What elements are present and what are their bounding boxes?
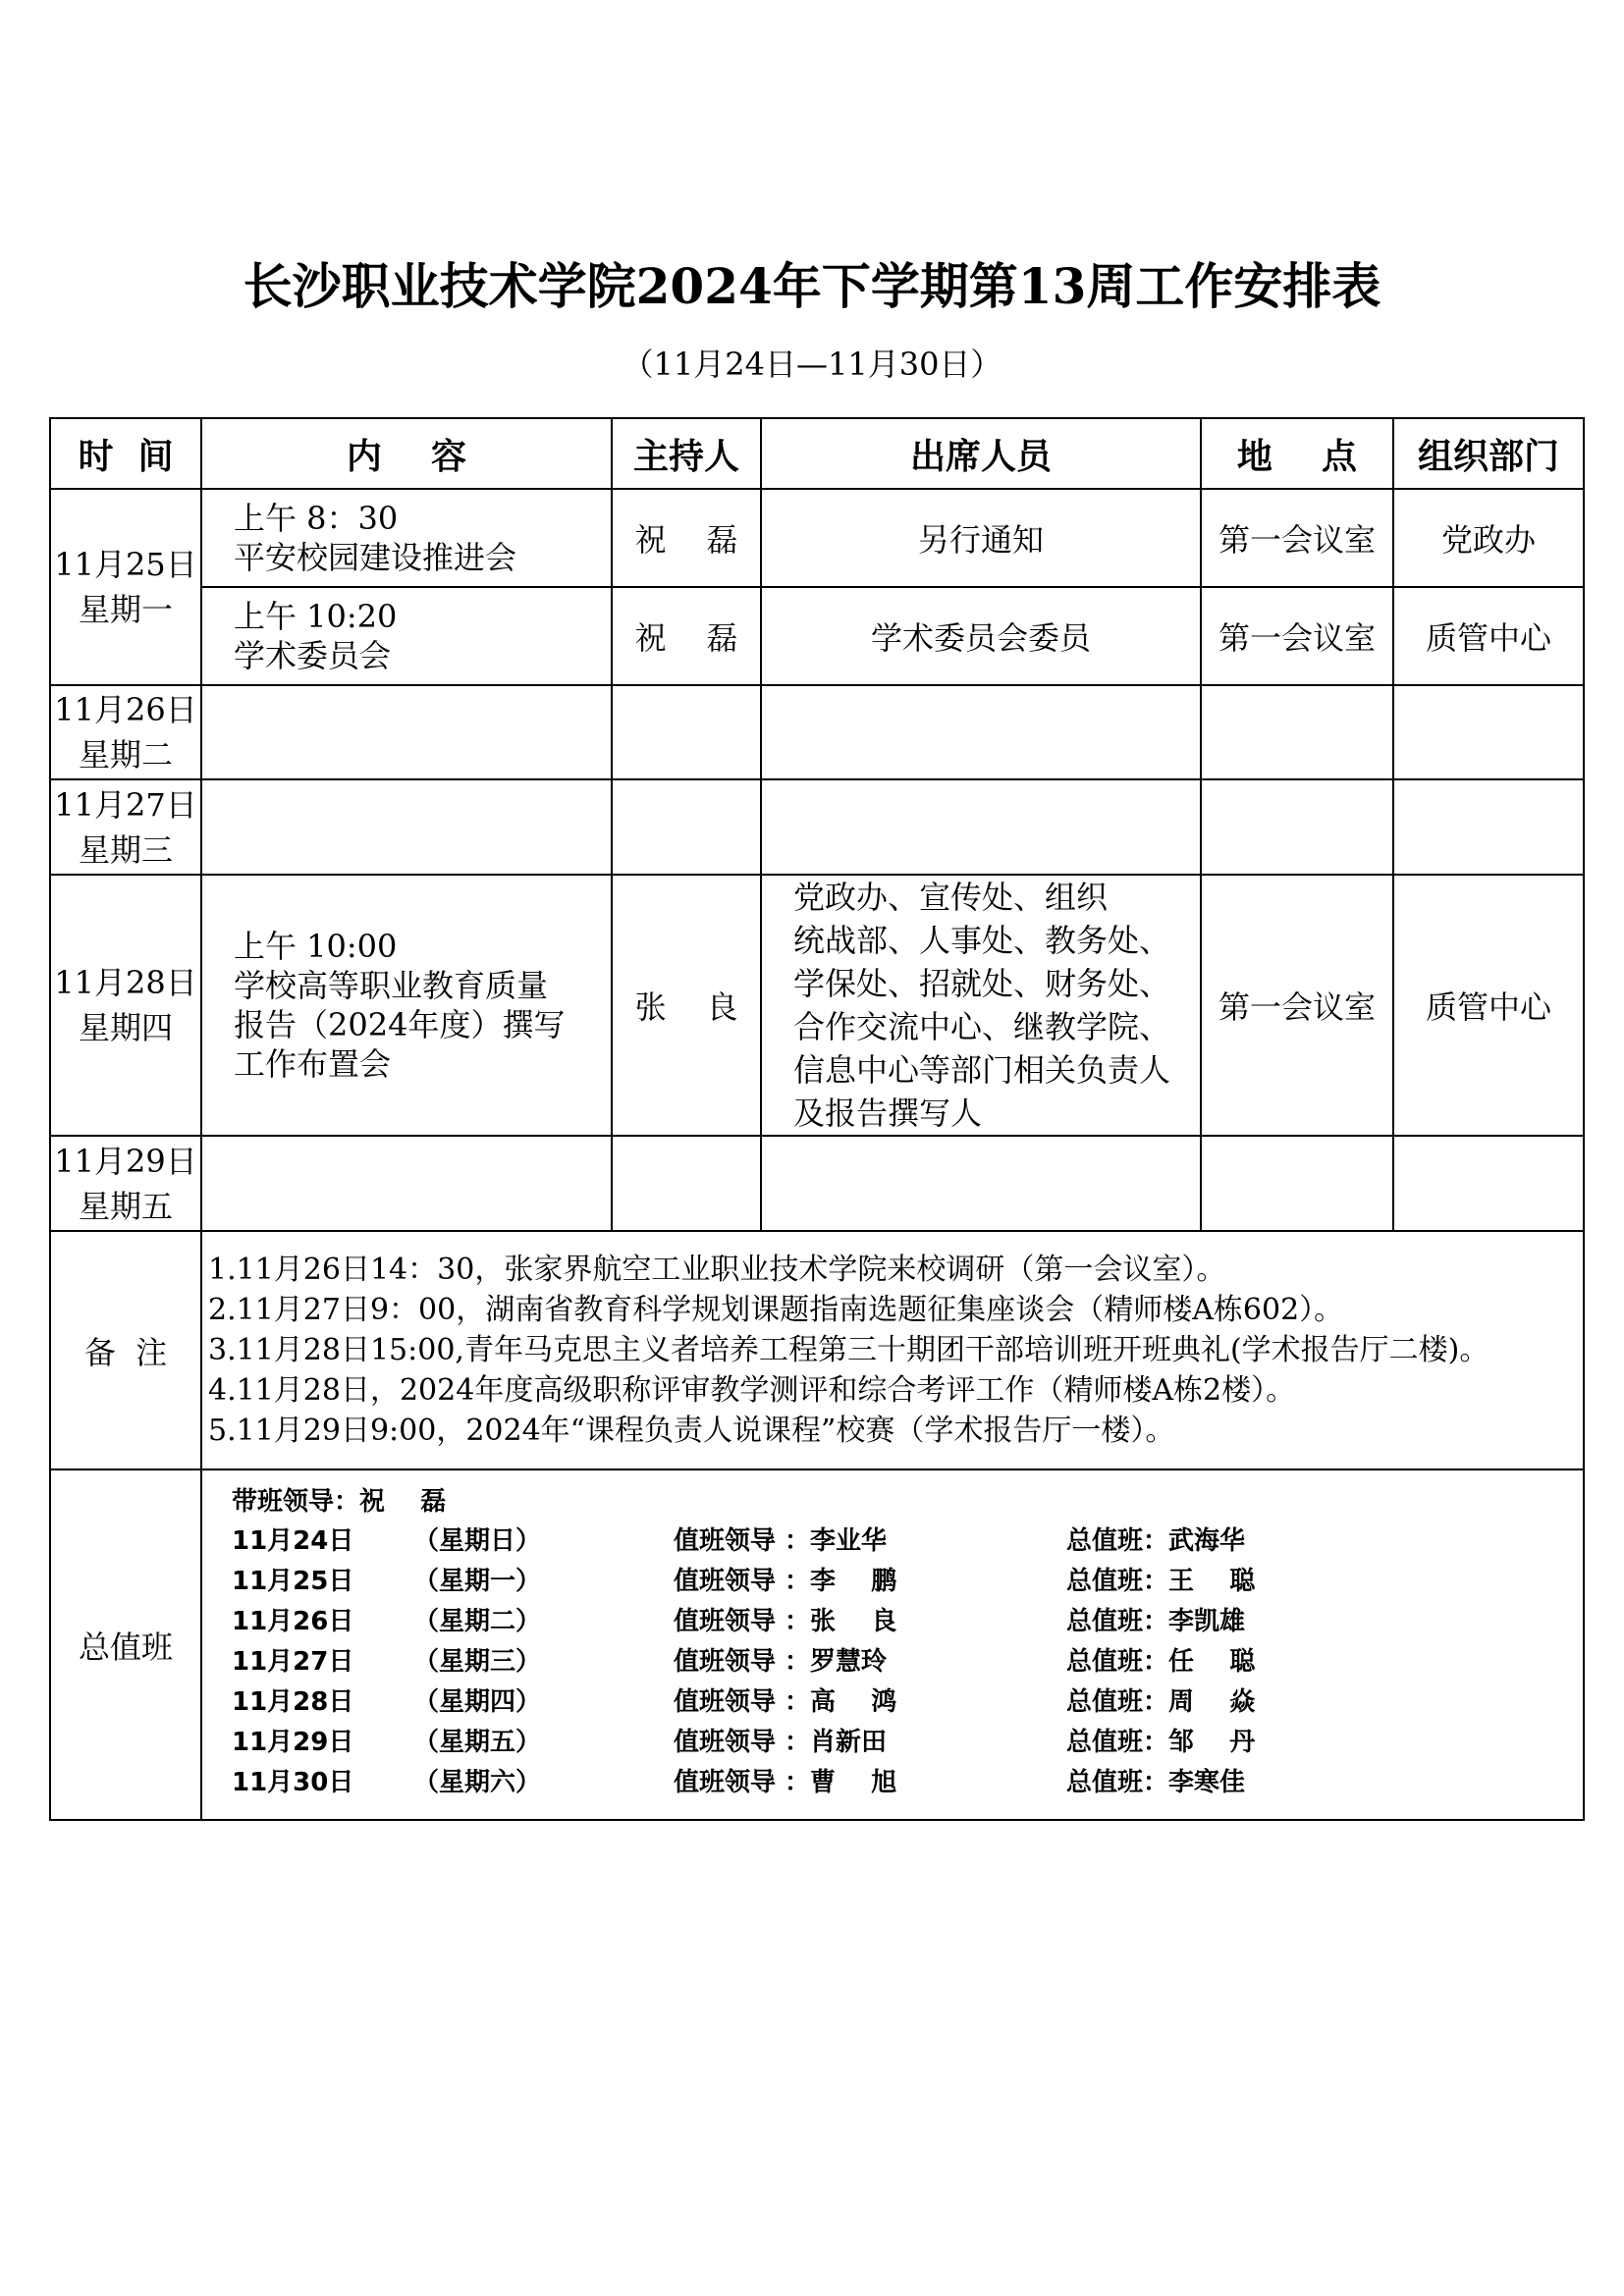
event-attendees <box>761 875 1201 1136</box>
empty-cell <box>1201 1136 1393 1231</box>
date-range-subtitle: （11月24日—11月30日） <box>622 346 1002 383</box>
duty-chief: 总值班：李寒佳 <box>1066 1768 1246 1797</box>
duty-leader: 值班领导 ：张 良 <box>674 1607 897 1636</box>
empty-cell <box>201 779 612 875</box>
duty-roster <box>201 1469 1584 1820</box>
duty-date: 11月30日 <box>232 1768 354 1797</box>
note-item: 2.11月27日9：00，湖南省教育科学规划课题指南选题征集座谈会（精师楼A栋602）。 <box>208 1293 1344 1327</box>
note-item: 5.11月29日9:00，2024年“课程负责人说课程”校赛（学术报告厅一楼）。 <box>208 1414 1175 1448</box>
event-time: 上午 10:00 <box>234 928 398 965</box>
empty-cell <box>1201 779 1393 875</box>
day-weekday: 星期三 <box>78 830 173 869</box>
event-name-line: 学校高等职业教育质量 <box>234 967 549 1004</box>
empty-cell <box>761 685 1201 779</box>
duty-roster-row <box>232 1763 1583 1803</box>
event-name-line: 报告（2024年度）撰写 <box>234 1006 566 1043</box>
header-time: 时 间 <box>50 418 201 489</box>
event-time: 上午 8：30 <box>234 500 399 537</box>
duty-label: 总值班 <box>50 1469 201 1820</box>
day-cell <box>50 685 201 779</box>
event-department: 质管中心 <box>1393 587 1584 685</box>
duty-chief: 总值班：任 聪 <box>1066 1647 1256 1677</box>
duty-weekday: （星期四） <box>413 1687 542 1717</box>
day-date: 11月28日 <box>54 964 197 1001</box>
note-item: 4.11月28日，2024年度高级职称评审教学测评和综合考评工作（精师楼A栋2楼）。 <box>208 1373 1296 1408</box>
event-time: 上午 10:20 <box>234 598 398 635</box>
duty-chief: 总值班：武海华 <box>1066 1526 1246 1556</box>
duty-weekday: （星期五） <box>413 1728 542 1757</box>
event-location: 第一会议室 <box>1201 587 1393 685</box>
attendee-line: 学保处、招就处、财务处、 <box>793 965 1171 1002</box>
event-location: 第一会议室 <box>1201 489 1393 587</box>
event-name: 学术委员会 <box>234 637 392 674</box>
duty-leader: 值班领导 ：李业华 <box>674 1526 888 1556</box>
duty-leader: 值班领导 ：罗慧玲 <box>674 1647 888 1677</box>
duty-weekday: （星期日） <box>413 1526 542 1556</box>
duty-lead: 带班领导：祝 磊 <box>232 1487 447 1517</box>
event-name: 平安校园建设推进会 <box>234 539 517 576</box>
duty-row <box>50 1469 1584 1820</box>
duty-date: 11月24日 <box>232 1526 354 1556</box>
duty-date: 11月27日 <box>232 1647 354 1677</box>
notes-list <box>201 1231 1584 1469</box>
empty-cell <box>201 1136 612 1231</box>
attendee-line: 信息中心等部门相关负责人 <box>793 1051 1171 1089</box>
day-cell <box>50 1136 201 1231</box>
day-cell <box>50 875 201 1136</box>
duty-weekday: （星期三） <box>413 1647 542 1677</box>
attendee-line: 统战部、人事处、教务处、 <box>793 922 1171 959</box>
day-weekday: 星期一 <box>78 591 173 628</box>
day-cell <box>50 489 201 685</box>
event-department: 党政办 <box>1393 489 1584 587</box>
duty-leader: 值班领导 ：高 鸿 <box>674 1687 897 1717</box>
event-content <box>201 875 612 1136</box>
table-row <box>50 875 1584 1136</box>
day-date: 11月26日 <box>54 691 197 728</box>
day-weekday: 星期二 <box>78 736 173 774</box>
empty-cell <box>612 685 761 779</box>
header-department: 组织部门 <box>1393 418 1584 489</box>
event-attendees: 另行通知 <box>761 489 1201 587</box>
day-cell <box>50 779 201 875</box>
empty-cell <box>612 1136 761 1231</box>
event-department: 质管中心 <box>1393 875 1584 1136</box>
empty-cell <box>1393 779 1584 875</box>
header-attendees: 出席人员 <box>761 418 1201 489</box>
empty-cell <box>761 779 1201 875</box>
duty-date: 11月29日 <box>232 1728 354 1757</box>
duty-chief: 总值班：王 聪 <box>1066 1567 1256 1596</box>
notes-label: 备 注 <box>50 1231 201 1469</box>
header-location: 地 点 <box>1201 418 1393 489</box>
empty-cell <box>761 1136 1201 1231</box>
empty-cell <box>1201 685 1393 779</box>
duty-weekday: （星期一） <box>413 1567 542 1596</box>
note-item: 1.11月26日14：30，张家界航空工业职业技术学院来校调研（第一会议室）。 <box>208 1253 1226 1287</box>
day-date: 11月29日 <box>54 1142 197 1180</box>
duty-roster-row <box>232 1682 1583 1723</box>
duty-chief: 总值班：周 焱 <box>1066 1687 1256 1717</box>
duty-chief: 总值班：邹 丹 <box>1066 1728 1256 1757</box>
day-weekday: 星期五 <box>78 1187 173 1225</box>
schedule-table <box>49 417 1585 1821</box>
duty-roster-row <box>232 1602 1583 1642</box>
duty-date: 11月25日 <box>232 1567 354 1596</box>
table-row <box>50 685 1584 779</box>
event-host: 祝 磊 <box>612 489 761 587</box>
duty-chief: 总值班：李凯雄 <box>1066 1607 1246 1636</box>
day-date: 11月25日 <box>54 546 197 583</box>
table-row <box>50 779 1584 875</box>
duty-leader: 值班领导 ：曹 旭 <box>674 1768 897 1797</box>
duty-leader: 值班领导 ：肖新田 <box>674 1728 888 1757</box>
notes-row <box>50 1231 1584 1469</box>
duty-roster-row <box>232 1642 1583 1682</box>
header-content: 内 容 <box>201 418 612 489</box>
duty-roster-row <box>232 1562 1583 1602</box>
event-content <box>201 489 612 587</box>
event-content <box>201 587 612 685</box>
day-date: 11月27日 <box>54 785 197 824</box>
day-weekday: 星期四 <box>78 1009 173 1046</box>
event-attendees: 学术委员会委员 <box>761 587 1201 685</box>
empty-cell <box>1393 1136 1584 1231</box>
duty-weekday: （星期六） <box>413 1768 542 1797</box>
empty-cell <box>1393 685 1584 779</box>
table-row <box>50 489 1584 587</box>
duty-date: 11月26日 <box>232 1607 354 1636</box>
note-item: 3.11月28日15:00,青年马克思主义者培养工程第三十期团干部培训班开班典礼(学术报告厅二楼)。 <box>208 1333 1489 1367</box>
table-row <box>50 1136 1584 1231</box>
duty-leader: 值班领导 ：李 鹏 <box>674 1567 897 1596</box>
attendee-line: 及报告撰写人 <box>793 1095 983 1132</box>
empty-cell <box>201 685 612 779</box>
attendee-line: 党政办、宣传处、组织 <box>793 879 1109 916</box>
table-row <box>50 587 1584 685</box>
duty-roster-row <box>232 1723 1583 1763</box>
duty-roster-row <box>232 1522 1583 1562</box>
header-row <box>50 418 1584 489</box>
event-host: 张 良 <box>612 875 761 1136</box>
document-title: 长沙职业技术学院2024年下学期第13周工作安排表 <box>243 257 1381 315</box>
event-name-line: 工作布置会 <box>234 1045 392 1083</box>
event-host: 祝 磊 <box>612 587 761 685</box>
attendee-line: 合作交流中心、继教学院、 <box>793 1008 1171 1045</box>
duty-weekday: （星期二） <box>413 1607 542 1636</box>
empty-cell <box>612 779 761 875</box>
header-host: 主持人 <box>612 418 761 489</box>
duty-date: 11月28日 <box>232 1687 354 1717</box>
event-location: 第一会议室 <box>1201 875 1393 1136</box>
